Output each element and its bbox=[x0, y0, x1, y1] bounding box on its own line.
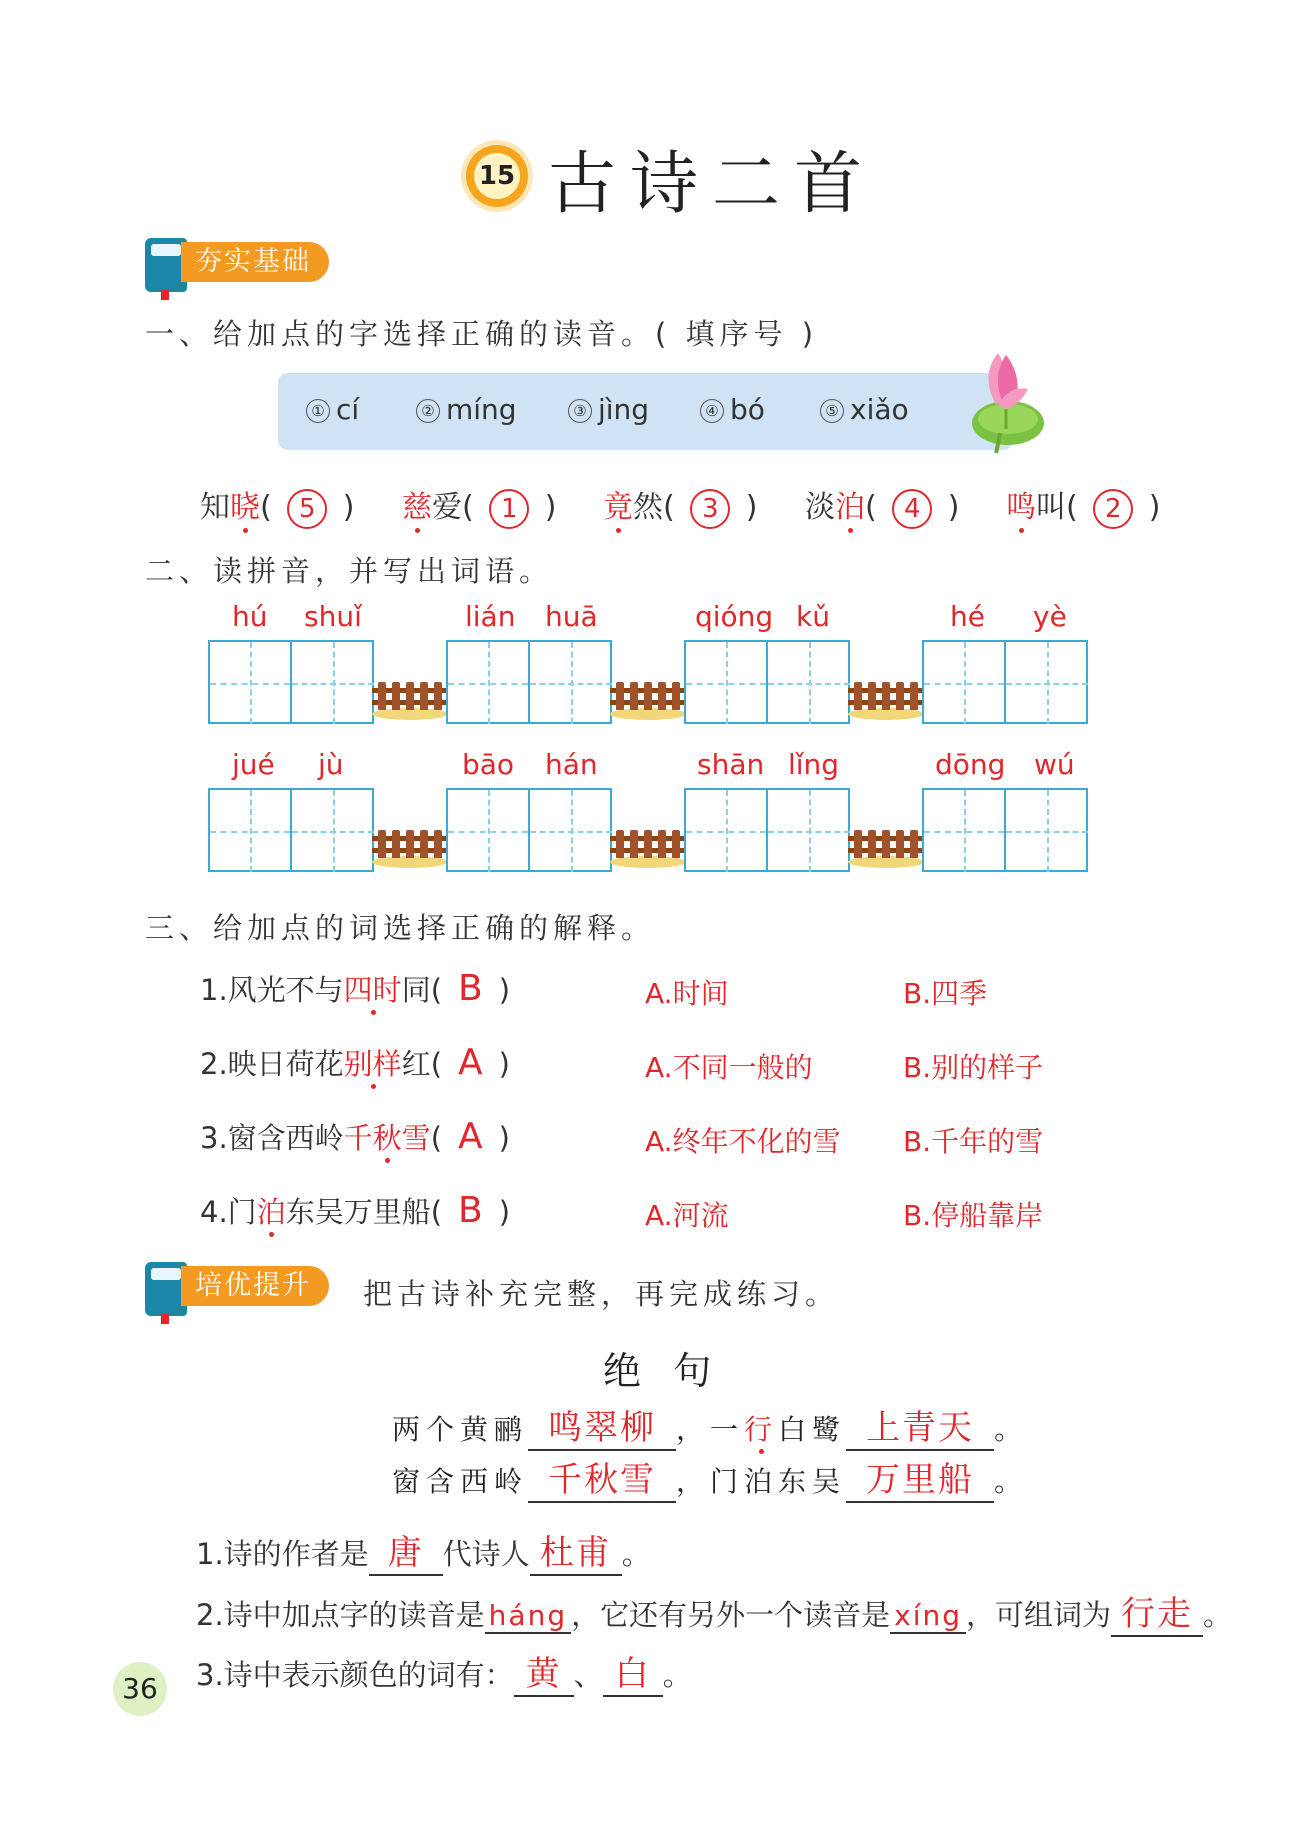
fill-blank[interactable]: 万里船 bbox=[846, 1452, 994, 1503]
exercise-2: 2.诗中加点字的读音是 háng ，它还有另外一个读音是 xíng ，可组词为 行走 。 bbox=[196, 1586, 1232, 1637]
section-tag-advanced bbox=[145, 1262, 345, 1314]
answer-mark: 4 bbox=[892, 489, 932, 529]
option-b: B.别的样子 bbox=[903, 1051, 1044, 1084]
question-1-heading: 一、给加点的字选择正确的读音。( 填序号 ) bbox=[145, 317, 819, 351]
option-a: A.不同一般的 bbox=[645, 1051, 813, 1084]
page-title: 古诗二首 bbox=[548, 145, 877, 224]
lesson-number-badge bbox=[466, 145, 528, 207]
writing-grid[interactable] bbox=[922, 640, 1088, 724]
fill-blank[interactable]: 白 bbox=[603, 1646, 663, 1697]
answer-letter: B bbox=[458, 968, 483, 1009]
q3-item: 1.风光不与四时同( B ) bbox=[200, 968, 511, 1009]
exercise-1: 1.诗的作者是 唐 代诗人 杜甫 。 bbox=[196, 1525, 651, 1576]
answer-letter: B bbox=[458, 1190, 483, 1231]
fill-blank[interactable]: 行走 bbox=[1111, 1586, 1203, 1637]
answer-letter: A bbox=[458, 1116, 483, 1157]
answer-mark: 3 bbox=[690, 489, 730, 529]
fence-icon bbox=[372, 676, 448, 716]
pinyin-option: ③ jìng bbox=[568, 393, 649, 426]
fill-blank[interactable]: 黄 bbox=[514, 1646, 574, 1697]
pinyin-label: jù bbox=[318, 748, 344, 781]
fill-blank[interactable]: xíng bbox=[890, 1599, 966, 1634]
section-tag-label: 培优提升 bbox=[181, 1266, 329, 1306]
q3-item: 4.门泊东吴万里船( B ) bbox=[200, 1190, 511, 1231]
pinyin-label: wú bbox=[1034, 748, 1075, 781]
q3-item: 3.窗含西岭千秋雪( A ) bbox=[200, 1116, 510, 1157]
pinyin-label: kǔ bbox=[796, 600, 830, 633]
poem-title: 绝 句 bbox=[603, 1349, 722, 1393]
pinyin-label: dōng bbox=[935, 748, 1006, 781]
section-tag-label: 夯实基础 bbox=[181, 242, 329, 282]
writing-grid[interactable] bbox=[208, 640, 374, 724]
fence-icon bbox=[610, 824, 686, 864]
q1-item: 淡泊( 4 ) bbox=[805, 482, 960, 529]
fill-blank[interactable]: 上青天 bbox=[846, 1400, 994, 1451]
writing-grid[interactable] bbox=[922, 788, 1088, 872]
writing-grid[interactable] bbox=[446, 640, 612, 724]
option-b: B.四季 bbox=[903, 977, 988, 1010]
writing-grid[interactable] bbox=[684, 788, 850, 872]
q1-item: 慈爱( 1 ) bbox=[402, 482, 557, 529]
option-a: A.时间 bbox=[645, 977, 729, 1010]
pinyin-label: shān bbox=[697, 748, 765, 781]
pinyin-label: huā bbox=[545, 600, 598, 633]
pinyin-label: lián bbox=[465, 600, 516, 633]
q1-item: 竟然( 3 ) bbox=[603, 482, 758, 529]
pinyin-option: ④ bó bbox=[700, 393, 765, 426]
pinyin-label: bāo bbox=[462, 748, 515, 781]
fill-blank[interactable]: 千秋雪 bbox=[528, 1452, 676, 1503]
fill-blank[interactable]: 唐 bbox=[369, 1525, 443, 1576]
option-a: A.终年不化的雪 bbox=[645, 1125, 841, 1158]
section2-instruction: 把古诗补充完整，再完成练习。 bbox=[363, 1277, 840, 1311]
q3-item: 2.映日荷花别样红( A ) bbox=[200, 1042, 510, 1083]
fence-icon bbox=[848, 824, 924, 864]
pinyin-option: ② míng bbox=[416, 393, 517, 426]
q1-item: 鸣叫( 2 ) bbox=[1006, 482, 1161, 529]
exercise-3: 3.诗中表示颜色的词有： 黄 、 白 。 bbox=[196, 1646, 692, 1697]
lesson-number: 15 bbox=[474, 153, 520, 199]
pinyin-label: hé bbox=[950, 600, 985, 633]
pinyin-label: jué bbox=[232, 748, 275, 781]
lotus-icon bbox=[950, 345, 1050, 455]
pinyin-label: qióng bbox=[695, 600, 774, 633]
option-a: A.河流 bbox=[645, 1199, 729, 1232]
pinyin-label: hán bbox=[545, 748, 598, 781]
pinyin-option: ① cí bbox=[306, 393, 359, 426]
answer-mark: 5 bbox=[287, 489, 327, 529]
option-b: B.停船靠岸 bbox=[903, 1199, 1044, 1232]
poem-line-2: 窗含西岭 千秋雪 ，门泊东吴 万里船 。 bbox=[392, 1452, 1028, 1503]
writing-grid[interactable] bbox=[446, 788, 612, 872]
pinyin-label: shuǐ bbox=[304, 600, 362, 633]
fence-icon bbox=[610, 676, 686, 716]
answer-mark: 2 bbox=[1093, 489, 1133, 529]
fill-blank[interactable]: 杜甫 bbox=[530, 1525, 622, 1576]
pinyin-label: hú bbox=[232, 600, 268, 633]
option-b: B.千年的雪 bbox=[903, 1125, 1044, 1158]
poem-line-1: 两个黄鹂 鸣翠柳 ，一行白鹭 上青天 。 bbox=[392, 1400, 1028, 1451]
answer-mark: 1 bbox=[489, 489, 529, 529]
writing-grid[interactable] bbox=[208, 788, 374, 872]
pinyin-options-box bbox=[278, 373, 1013, 450]
fence-icon bbox=[372, 824, 448, 864]
writing-grid[interactable] bbox=[684, 640, 850, 724]
pinyin-label: yè bbox=[1033, 600, 1067, 633]
pinyin-label: lǐng bbox=[788, 748, 840, 781]
answer-letter: A bbox=[458, 1042, 483, 1083]
page-number: 36 bbox=[113, 1662, 167, 1716]
fill-blank[interactable]: háng bbox=[485, 1599, 571, 1634]
q1-item: 知晓( 5 ) bbox=[200, 482, 355, 529]
question-2-heading: 二、读拼音，并写出词语。 bbox=[145, 554, 554, 588]
section-tag-basic bbox=[145, 238, 345, 290]
fill-blank[interactable]: 鸣翠柳 bbox=[528, 1400, 676, 1451]
fence-icon bbox=[848, 676, 924, 716]
pinyin-option: ⑤ xiǎo bbox=[820, 393, 909, 426]
question-3-heading: 三、给加点的词选择正确的解释。 bbox=[145, 911, 656, 945]
